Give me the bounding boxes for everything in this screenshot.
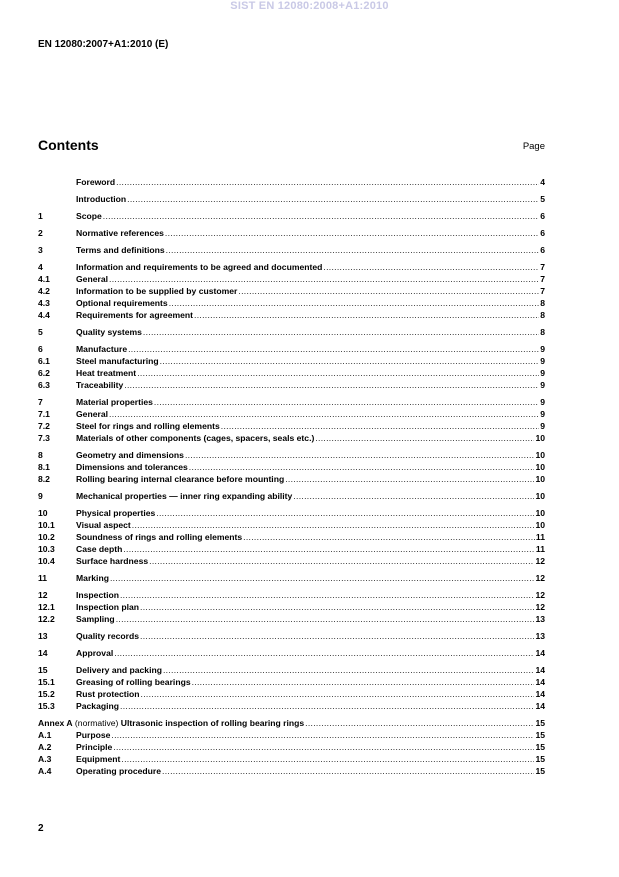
toc-annex-title: Ultrasonic inspection of rolling bearing rings <box>120 718 305 728</box>
toc-entry-number: 9 <box>38 491 43 501</box>
toc-entry-page: 9 <box>540 409 545 419</box>
toc-entry[interactable] <box>38 507 545 519</box>
toc-entry-number: 7.2 <box>38 421 50 431</box>
toc-entry-title: Rust protection <box>76 689 140 699</box>
toc-dot-leader <box>189 461 535 473</box>
toc-dot-leader <box>114 647 534 659</box>
toc-entry-number: 4.4 <box>38 310 50 320</box>
toc-dot-leader <box>109 408 539 420</box>
toc-entry[interactable] <box>38 244 545 256</box>
toc-entry[interactable] <box>38 473 545 485</box>
toc-entry[interactable] <box>38 543 545 555</box>
toc-dot-leader <box>109 273 539 285</box>
toc-dot-leader <box>166 244 540 256</box>
toc-entry-page: 7 <box>540 262 545 272</box>
toc-entry-title: Mechanical properties — inner ring expanding ability <box>76 491 293 501</box>
toc-entry-page: 13 <box>535 631 545 641</box>
toc-entry-page: 15 <box>535 766 545 776</box>
toc-entry-page: 15 <box>535 718 545 728</box>
toc-entry[interactable] <box>38 432 545 444</box>
toc-entry[interactable] <box>38 664 545 676</box>
toc-entry-title: Physical properties <box>76 508 156 518</box>
toc-entry-page: 15 <box>535 754 545 764</box>
toc-entry-number: 12 <box>38 590 48 600</box>
toc-entry-number: 7 <box>38 397 43 407</box>
toc-entry-title: Optional requirements <box>76 298 168 308</box>
page-number: 2 <box>38 823 44 834</box>
toc-dot-leader <box>111 729 534 741</box>
toc-dot-leader <box>140 601 534 613</box>
toc-entry-title: Inspection <box>76 590 119 600</box>
toc-entry-page: 13 <box>535 614 545 624</box>
toc-entry[interactable] <box>38 630 545 642</box>
toc-entry-page: 7 <box>540 286 545 296</box>
toc-entry[interactable] <box>38 326 545 338</box>
toc-entry-page: 12 <box>535 590 545 600</box>
toc-entry-title: Principle <box>76 742 113 752</box>
toc-entry-number: 13 <box>38 631 48 641</box>
toc-entry[interactable] <box>38 531 545 543</box>
toc-entry[interactable] <box>38 420 545 432</box>
toc-dot-leader <box>192 676 535 688</box>
toc-entry-number: 4 <box>38 262 43 272</box>
toc-entry[interactable] <box>38 700 545 712</box>
toc-entry-page: 11 <box>535 544 545 554</box>
toc-entry-page: 9 <box>540 421 545 431</box>
toc-entry-title: Normative references <box>76 228 164 238</box>
toc-dot-leader <box>128 343 539 355</box>
toc-dot-leader <box>169 297 540 309</box>
toc-entry[interactable] <box>38 261 545 273</box>
toc-dot-leader <box>162 765 534 777</box>
toc-entry-page: 9 <box>540 368 545 378</box>
toc-dot-leader <box>149 555 534 567</box>
toc-entry-title: Requirements for agreement <box>76 310 194 320</box>
toc-entry[interactable] <box>38 572 545 584</box>
toc-entry-title: Geometry and dimensions <box>76 450 184 460</box>
toc-entry-title: Quality systems <box>76 327 142 337</box>
toc-entry-page: 10 <box>535 433 545 443</box>
toc-entry[interactable] <box>38 729 545 741</box>
toc-entry-number: 4.2 <box>38 286 50 296</box>
toc-entry-title: Introduction <box>76 194 127 204</box>
toc-entry[interactable] <box>38 688 545 700</box>
toc-entry-number: 6.3 <box>38 380 50 390</box>
toc-entry[interactable] <box>38 717 545 729</box>
toc-entry[interactable] <box>38 765 545 777</box>
toc-entry-title: Foreword <box>76 177 116 187</box>
toc-entry[interactable] <box>38 753 545 765</box>
toc-entry-title: Packaging <box>76 701 119 711</box>
toc-entry-page: 9 <box>540 397 545 407</box>
toc-entry-number: 8.2 <box>38 474 50 484</box>
toc-dot-leader <box>137 367 539 379</box>
toc-entry-page: 6 <box>540 228 545 238</box>
toc-entry-title: Traceability <box>76 380 124 390</box>
toc-entry-page: 10 <box>535 474 545 484</box>
toc-entry-page: 14 <box>535 689 545 699</box>
toc-dot-leader <box>243 531 535 543</box>
toc-entry-title: Approval <box>76 648 114 658</box>
toc-entry-title: Dimensions and tolerances <box>76 462 188 472</box>
toc-annex-type: (normative) <box>72 718 121 728</box>
toc-entry[interactable] <box>38 343 545 355</box>
toc-entry-number: A.3 <box>38 754 52 764</box>
toc-dot-leader <box>116 613 535 625</box>
toc-entry[interactable] <box>38 285 545 297</box>
toc-dot-leader <box>116 176 539 188</box>
toc-entry-number: 4.1 <box>38 274 50 284</box>
toc-entry-title: Information to be supplied by customer <box>76 286 238 296</box>
toc-dot-leader <box>285 473 534 485</box>
toc-entry[interactable] <box>38 227 545 239</box>
toc-entry-title: Case depth <box>76 544 123 554</box>
toc-entry[interactable] <box>38 741 545 753</box>
toc-entry-title: Sampling <box>76 614 115 624</box>
toc-entry-number: 5 <box>38 327 43 337</box>
toc-entry-number: 6.2 <box>38 368 50 378</box>
toc-entry-title: General <box>76 274 109 284</box>
toc-entry-number: 12.1 <box>38 602 55 612</box>
toc-entry[interactable] <box>38 309 545 321</box>
toc-dot-leader <box>140 630 534 642</box>
toc-dot-leader <box>123 543 535 555</box>
toc-entry-number: 14 <box>38 648 48 658</box>
toc-entry-page: 10 <box>535 450 545 460</box>
toc-entry-title: Soundness of rings and rolling elements <box>76 532 243 542</box>
toc-entry[interactable] <box>38 676 545 688</box>
toc-entry-number: A.4 <box>38 766 52 776</box>
toc-entry-number: 10.1 <box>38 520 55 530</box>
toc-entry-title: Inspection plan <box>76 602 140 612</box>
toc-entry-title: Rolling bearing internal clearance before mounting <box>76 474 285 484</box>
page-column-label: Page <box>522 141 545 152</box>
toc-entry-page: 15 <box>535 730 545 740</box>
toc-entry-number: 12.2 <box>38 614 55 624</box>
toc-entry[interactable] <box>38 210 545 222</box>
toc-dot-leader <box>165 227 539 239</box>
toc-dot-leader <box>194 309 539 321</box>
toc-entry-page: 10 <box>535 491 545 501</box>
table-of-contents <box>38 176 545 777</box>
toc-entry-number: 6.1 <box>38 356 50 366</box>
toc-dot-leader <box>154 396 539 408</box>
toc-entry-page: 10 <box>535 508 545 518</box>
toc-entry-number: 7.3 <box>38 433 50 443</box>
toc-entry[interactable] <box>38 396 545 408</box>
toc-entry-number: 10 <box>38 508 48 518</box>
toc-entry[interactable] <box>38 589 545 601</box>
toc-entry-page: 8 <box>540 298 545 308</box>
toc-entry-number: 6 <box>38 344 43 354</box>
toc-dot-leader <box>124 379 539 391</box>
toc-dot-leader <box>113 741 534 753</box>
toc-entry-page: 12 <box>535 556 545 566</box>
toc-entry-page: 10 <box>535 462 545 472</box>
toc-dot-leader <box>315 432 534 444</box>
toc-entry-title: Operating procedure <box>76 766 161 776</box>
toc-entry[interactable] <box>38 193 545 205</box>
toc-entry-page: 14 <box>535 701 545 711</box>
toc-entry[interactable] <box>38 273 545 285</box>
toc-entry[interactable] <box>38 601 545 613</box>
toc-entry[interactable] <box>38 490 545 502</box>
toc-entry-number: 10.3 <box>38 544 55 554</box>
toc-entry-page: 9 <box>540 344 545 354</box>
toc-entry[interactable] <box>38 297 545 309</box>
toc-entry-number: 8 <box>38 450 43 460</box>
toc-entry[interactable] <box>38 647 545 659</box>
document-identifier: EN 12080:2007+A1:2010 (E) <box>38 39 169 50</box>
toc-entry-number: 3 <box>38 245 43 255</box>
toc-annex-label: Annex A <box>38 718 73 728</box>
toc-entry-number: 10.2 <box>38 532 55 542</box>
toc-entry-title: Visual aspect <box>76 520 131 530</box>
toc-dot-leader <box>305 717 534 729</box>
watermark: SIST EN 12080:2008+A1:2010 <box>230 0 389 12</box>
toc-entry-page: 14 <box>535 648 545 658</box>
toc-entry-page: 14 <box>535 665 545 675</box>
toc-entry-title: Steel manufacturing <box>76 356 159 366</box>
toc-entry[interactable] <box>38 367 545 379</box>
toc-entry[interactable] <box>38 379 545 391</box>
toc-entry-title: Marking <box>76 573 109 583</box>
toc-dot-leader <box>120 700 534 712</box>
toc-entry-title: Terms and definitions <box>76 245 165 255</box>
toc-entry-number: 1 <box>38 211 43 221</box>
toc-dot-leader <box>120 589 534 601</box>
toc-entry-number: 2 <box>38 228 43 238</box>
toc-entry-title: Heat treatment <box>76 368 137 378</box>
toc-dot-leader <box>121 753 534 765</box>
toc-entry-number: 7.1 <box>38 409 50 419</box>
toc-dot-leader <box>127 193 539 205</box>
toc-dot-leader <box>103 210 539 222</box>
toc-entry-page: 9 <box>540 380 545 390</box>
toc-entry-page: 10 <box>535 520 545 530</box>
toc-entry-page: 5 <box>540 194 545 204</box>
toc-entry-number: 11 <box>38 573 48 583</box>
toc-dot-leader <box>323 261 539 273</box>
toc-entry-page: 14 <box>535 677 545 687</box>
toc-entry-number: A.1 <box>38 730 52 740</box>
toc-dot-leader <box>293 490 534 502</box>
toc-entry-number: 15 <box>38 665 48 675</box>
toc-entry-title: Steel for rings and rolling elements <box>76 421 220 431</box>
toc-dot-leader <box>143 326 539 338</box>
toc-entry-title: Surface hardness <box>76 556 149 566</box>
toc-entry[interactable] <box>38 555 545 567</box>
toc-entry-page: 6 <box>540 211 545 221</box>
toc-dot-leader <box>141 688 535 700</box>
contents-heading: Contents <box>38 137 99 153</box>
toc-entry-title: Equipment <box>76 754 121 764</box>
toc-entry-page: 7 <box>540 274 545 284</box>
toc-entry-page: 15 <box>535 742 545 752</box>
toc-dot-leader <box>163 664 534 676</box>
toc-dot-leader <box>185 449 535 461</box>
toc-dot-leader <box>238 285 539 297</box>
toc-entry-number: 15.1 <box>38 677 55 687</box>
toc-entry-page: 4 <box>540 177 545 187</box>
toc-entry[interactable] <box>38 355 545 367</box>
toc-entry-title: Material properties <box>76 397 153 407</box>
toc-entry-number: A.2 <box>38 742 52 752</box>
toc-entry[interactable] <box>38 408 545 420</box>
toc-entry-title: Manufacture <box>76 344 128 354</box>
toc-entry[interactable] <box>38 176 545 188</box>
toc-entry-title: Greasing of rolling bearings <box>76 677 191 687</box>
toc-entry-page: 8 <box>540 310 545 320</box>
toc-entry-number: 10.4 <box>38 556 55 566</box>
toc-entry-page: 12 <box>535 573 545 583</box>
toc-entry-number: 15.3 <box>38 701 55 711</box>
toc-entry[interactable] <box>38 449 545 461</box>
toc-entry-title: Materials of other components (cages, spacers, seals etc.) <box>76 433 315 443</box>
toc-entry-page: 12 <box>535 602 545 612</box>
toc-entry-page: 8 <box>540 327 545 337</box>
toc-entry-page: 9 <box>540 356 545 366</box>
toc-entry-title: General <box>76 409 109 419</box>
toc-entry-number: 8.1 <box>38 462 50 472</box>
toc-entry-title: Delivery and packing <box>76 665 162 675</box>
toc-entry-title: Purpose <box>76 730 111 740</box>
toc-entry[interactable] <box>38 461 545 473</box>
toc-entry-page: 11 <box>535 532 545 542</box>
toc-dot-leader <box>110 572 534 584</box>
toc-entry[interactable] <box>38 519 545 531</box>
toc-entry-title <box>38 717 304 729</box>
toc-entry-title: Scope <box>76 211 102 221</box>
toc-entry-title: Information and requirements to be agreed and documented <box>76 262 323 272</box>
toc-dot-leader <box>160 355 540 367</box>
toc-dot-leader <box>132 519 535 531</box>
toc-entry-page: 6 <box>540 245 545 255</box>
toc-entry[interactable] <box>38 613 545 625</box>
toc-dot-leader <box>156 507 534 519</box>
toc-entry-title: Quality records <box>76 631 140 641</box>
toc-entry-number: 4.3 <box>38 298 50 308</box>
toc-dot-leader <box>221 420 539 432</box>
toc-entry-number: 15.2 <box>38 689 55 699</box>
